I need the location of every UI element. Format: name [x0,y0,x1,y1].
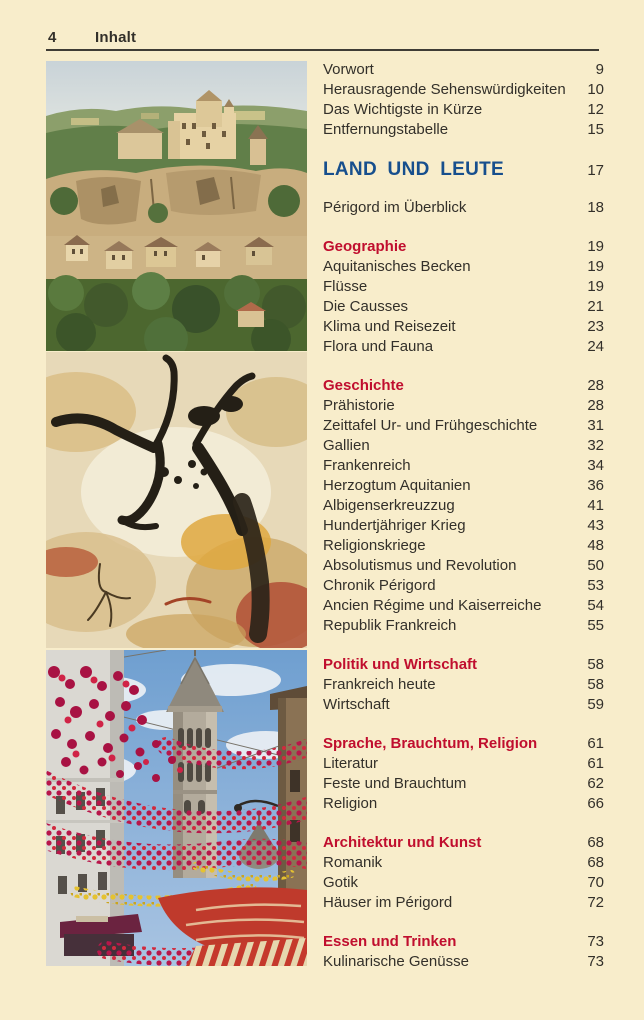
toc-entry-row [323,675,604,695]
toc-entry-page: 50 [587,557,604,574]
toc-entry-page: 41 [587,497,604,514]
toc-entry-row [323,536,604,556]
toc-entry-title: Das Wichtigste in Kürze [323,101,483,118]
toc-heading-row [323,833,604,853]
toc-entry-row [323,60,604,80]
toc-entry-row [323,277,604,297]
castle-hill-illustration [46,61,307,351]
toc-entry-page: 72 [587,894,604,911]
toc-entry-title: Zeittafel Ur- und Frühgeschichte [323,417,538,434]
photo-street-festival [46,650,307,966]
toc-entry-page: 23 [587,318,604,335]
toc-entry-title: Hundertjähriger Krieg [323,517,466,534]
toc-section [323,734,604,814]
toc-section [323,655,604,715]
toc-entry-row [323,317,604,337]
toc-entry-title: Die Causses [323,298,409,315]
toc-entry-title: Literatur [323,755,379,772]
toc-entry-row [323,576,604,596]
toc-entry-row [323,556,604,576]
toc-entry-row [323,754,604,774]
toc-entry-page: 48 [587,537,604,554]
toc-entry-title: Gotik [323,874,359,891]
cave-painting-illustration [46,352,307,648]
toc-entry-row [323,120,604,140]
toc-entry-title: Republik Frankreich [323,617,457,634]
toc-entry-title: Religionskriege [323,537,426,554]
toc-entry-title: Entfernungstabelle [323,121,449,138]
toc-entry-title: Frankreich heute [323,676,436,693]
toc-entry-page: 73 [587,933,604,950]
toc-entry-title: Romanik [323,854,383,871]
toc-entry-title: Prähistorie [323,397,395,414]
toc-entry-title: Religion [323,795,378,812]
toc-entry-row [323,774,604,794]
toc-entry-page: 58 [587,676,604,693]
toc-entry-page: 61 [587,735,604,752]
toc-entry-page: 53 [587,577,604,594]
toc-entry-page: 58 [587,656,604,673]
toc-entry-row [323,873,604,893]
toc-section [323,237,604,357]
toc-entry-page: 19 [587,278,604,295]
table-of-contents [323,60,604,991]
toc-entry-page: 28 [587,377,604,394]
toc-entry-page: 66 [587,795,604,812]
toc-entry-title: Politik und Wirtschaft [323,656,478,673]
toc-heading-row [323,237,604,257]
toc-section [323,833,604,913]
toc-section [323,60,604,140]
toc-entry-row [323,456,604,476]
street-festival-illustration [46,650,307,966]
toc-entry-page: 24 [587,338,604,355]
toc-entry-title: Aquitanisches Becken [323,258,471,275]
toc-entry-title: Architektur und Kunst [323,834,482,851]
toc-heading-row [323,734,604,754]
toc-entry-page: 15 [587,121,604,138]
toc-entry-page: 34 [587,457,604,474]
toc-entry-row [323,853,604,873]
toc-heading-row [323,932,604,952]
toc-section [323,198,604,218]
toc-entry-page: 73 [587,953,604,970]
toc-entry-row [323,476,604,496]
toc-entry-row [323,596,604,616]
toc-entry-title: Klima und Reisezeit [323,318,456,335]
toc-entry-title: Herzogtum Aquitanien [323,477,471,494]
toc-entry-row [323,80,604,100]
toc-entry-title: Frankenreich [323,457,411,474]
toc-entry-title: Häuser im Périgord [323,894,453,911]
toc-entry-title: Ancien Régime und Kaiserreiche [323,597,542,614]
toc-entry-page: 17 [587,162,604,179]
toc-entry-row [323,893,604,913]
toc-entry-page: 55 [587,617,604,634]
toc-entry-title: Vorwort [323,61,374,78]
photo-cave-painting [46,352,307,648]
toc-entry-title: Wirtschaft [323,696,390,713]
toc-entry-page: 61 [587,755,604,772]
toc-entry-row [323,436,604,456]
toc-entry-page: 31 [587,417,604,434]
toc-entry-row [323,794,604,814]
toc-entry-row [323,297,604,317]
toc-entry-page: 68 [587,854,604,871]
toc-entry-row [323,257,604,277]
toc-entry-page: 9 [595,61,604,78]
toc-entry-row [323,496,604,516]
toc-entry-page: 19 [587,238,604,255]
toc-entry-title: Herausragende Sehenswürdigkeiten [323,81,566,98]
toc-entry-row [323,337,604,357]
toc-entry-title: Feste und Brauchtum [323,775,467,792]
toc-section [323,376,604,636]
toc-entry-title: Chronik Périgord [323,577,436,594]
toc-entry-title: Gallien [323,437,370,454]
page-number: 4 [48,29,57,46]
toc-entry-row [323,616,604,636]
toc-entry-page: 54 [587,597,604,614]
toc-entry-title: Albigenserkreuzzug [323,497,455,514]
toc-entry-row [323,198,604,218]
toc-entry-page: 43 [587,517,604,534]
toc-section [323,932,604,972]
toc-entry-page: 68 [587,834,604,851]
toc-entry-row [323,100,604,120]
photo-castle-hill [46,61,307,351]
toc-heading-row [323,159,604,182]
toc-entry-page: 18 [587,199,604,216]
toc-entry-title: Flüsse [323,278,368,295]
toc-entry-row [323,516,604,536]
toc-entry-page: 12 [587,101,604,118]
toc-entry-row [323,695,604,715]
toc-entry-title: Geschichte [323,377,404,394]
toc-heading-row [323,655,604,675]
toc-entry-page: 62 [587,775,604,792]
toc-entry-page: 36 [587,477,604,494]
toc-entry-title: Flora und Fauna [323,338,434,355]
toc-entry-title: Geographie [323,238,407,255]
toc-entry-title: Absolutismus und Revolution [323,557,517,574]
toc-entry-title: Kulinarische Genüsse [323,953,469,970]
toc-entry-page: 59 [587,696,604,713]
toc-entry-page: 10 [587,81,604,98]
toc-entry-page: 21 [587,298,604,315]
toc-entry-page: 28 [587,397,604,414]
toc-entry-page: 32 [587,437,604,454]
toc-entry-page: 19 [587,258,604,275]
page-title: Inhalt [95,29,137,46]
toc-entry-page: 70 [587,874,604,891]
toc-entry-title: Essen und Trinken [323,933,457,950]
toc-entry-title: Sprache, Brauchtum, Religion [323,735,538,752]
toc-entry-title: LAND UND LEUTE [323,159,504,180]
toc-entry-title: Périgord im Überblick [323,199,467,216]
toc-entry-row [323,952,604,972]
toc-entry-row [323,396,604,416]
toc-part-section [323,159,604,182]
toc-heading-row [323,376,604,396]
toc-entry-row [323,416,604,436]
running-header [46,29,599,51]
